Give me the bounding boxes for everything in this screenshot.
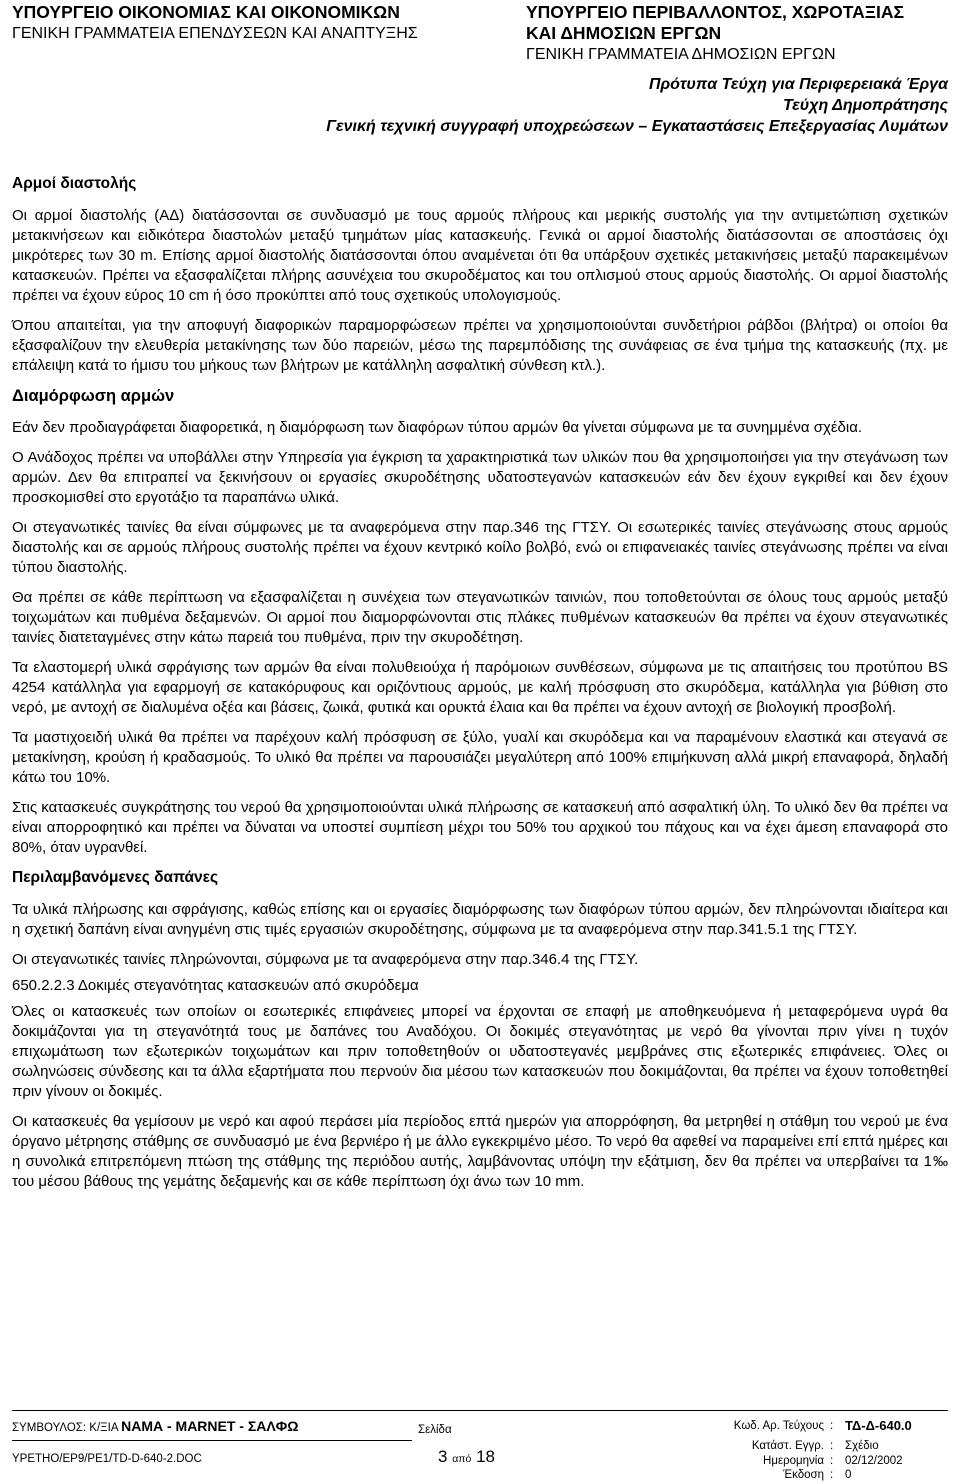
paragraph: Οι στεγανωτικές ταινίες θα είναι σύμφωνες με τα αναφερόμενα στην παρ.346 της ΓΤΣΥ. Οι εσωτερικές ταινίες στεγάνωσης στους αρμούς διαστολής και σε αρμούς πλήρους συστολής πρέπει να έχουν κεντρικό κοίλο βολβό, ενώ οι επιφανειακές ταινίες στεγάνωσης πρέπει να είναι τύπου διαστολής. <box>12 519 948 576</box>
page-label: Σελίδα <box>418 1424 452 1436</box>
page-current: 3 <box>438 1447 448 1466</box>
paragraph: Τα ελαστομερή υλικά σφράγισης των αρμών θα είναι πολυθειούχα ή παρόμοιων συνθέσεων, σύμφωνα με τις απαιτήσεις του προτύπου BS 4254 κατάλληλα για εφαρμογή σε κατακόρυφους και οριζόντιους αρμούς, με καλή πρόσφυση στο σκυρόδεμα, κατάλληλα για βύθιση στο νερό, με αντοχή σε διαλυμένα οξέα και βάσεις, ζωικά, φυτικά και ορυκτά έλαια και θα πρέπει να έχουν αντοχή σε βιολογική προσβολή. <box>12 659 948 716</box>
meta-key: Κατάστ. Εγγρ. <box>751 1440 824 1452</box>
ministry-environment-line2: ΚΑΙ ΔΗΜΟΣΙΩΝ ΕΡΓΩΝ <box>526 23 722 43</box>
meta-value: 02/12/2002 <box>845 1455 903 1467</box>
consultant-name: ΝΑΜΑ - MARNET - ΣΑΛΦΩ <box>121 1418 299 1434</box>
section-heading-expansion-joints: Αρμοί διαστολής <box>12 175 137 192</box>
meta-key: Ημερομηνία <box>763 1455 824 1467</box>
paragraph: Οι στεγανωτικές ταινίες πληρώνονται, σύμφωνα με τα αναφερόμενα στην παρ.346.4 της ΓΤΣΥ. <box>12 951 639 968</box>
header-right <box>526 2 956 65</box>
meta-sep: : <box>830 1455 834 1467</box>
document-body <box>12 174 948 1202</box>
meta-row <box>660 1468 960 1484</box>
ministry-environment-line1: ΥΠΟΥΡΓΕΙΟ ΠΕΡΙΒΑΛΛΟΝΤΟΣ, ΧΩΡΟΤΑΞΙΑΣ <box>526 2 905 22</box>
meta-row <box>660 1439 960 1455</box>
paragraph: Όλες οι κατασκευές των οποίων οι εσωτερικές επιφάνειες μπορεί να έρχονται σε επαφή με αποθηκευόμενα ή μεταφερόμενα υγρά θα δοκιμάζονται για τη στεγανότητά τους με δαπάνες του Αναδόχου. Οι δοκιμές στεγανότητας με νερό θα γίνονται πριν γίνει η τυχόν επιχωμάτωση των εξωτερικών τοιχωμάτων και πριν τοποθετηθούν οι υδατοστεγανές μεμβράνες στις εξωτερικές επιφάνειες. Όλες οι σωληνώσεις σύνδεσης και τα άλλα εξαρτήματα που περνούν δια μέσου των κατασκευών που δοκιμάζονται, θα πρέπει να έχουν τοποθετηθεί πριν γίνουν οι δοκιμές. <box>12 1003 948 1100</box>
meta-key: Έκδοση <box>783 1469 824 1481</box>
page-number <box>438 1447 495 1469</box>
section-heading-included-costs: Περιλαμβανόμενες δαπάνες <box>12 869 219 886</box>
footer-filename: ΥΡΕΤΗΟ/ΕΡ9/PE1/TD-D-640-2.DOC <box>12 1453 202 1465</box>
footer-rule-left <box>12 1440 412 1441</box>
document-track <box>326 74 948 137</box>
paragraph: Θα πρέπει σε κάθε περίπτωση να εξασφαλίζεται η συνέχεια των στεγανωτικών ταινιών, που τοποθετούνται σε όλους τους αρμούς μεταξύ τοιχωμάτων και πυθμένα δεξαμενών. Οι αρμοί που διαμορφώνονται στις πλάκες πυθμένων κατασκευών θα πρέπει να έχουν στεγανωτικές ταινίες διατεταγμένες στην κάτω παρειά του πυθμένα, πριν την σκυροδέτηση. <box>12 589 948 646</box>
page-total: 18 <box>476 1447 496 1466</box>
meta-sep: : <box>830 1469 834 1481</box>
meta-value: 0 <box>845 1469 852 1481</box>
track-line2: Τεύχη Δημοπράτησης <box>782 97 948 114</box>
secretariat-investments: ΓΕΝΙΚΗ ΓΡΑΜΜΑΤΕΙΑ ΕΠΕΝΔΥΣΕΩΝ ΚΑΙ ΑΝΑΠΤΥΞΗΣ <box>12 25 418 42</box>
page-of: από <box>452 1453 472 1465</box>
footer-rule <box>12 1410 948 1411</box>
consultant-label: ΣΥΜΒΟΥΛΟΣ: Κ/ΞΙΑ <box>12 1422 118 1434</box>
subsection-title: 650.2.2.3 Δοκιμές στεγανότητας κατασκευών από σκυρόδεμα <box>12 977 419 994</box>
meta-key: Κωδ. Αρ. Τεύχους <box>733 1420 824 1432</box>
meta-sep: : <box>830 1440 834 1452</box>
meta-row <box>660 1419 960 1435</box>
meta-sep: : <box>830 1420 834 1432</box>
paragraph: Τα υλικά πλήρωσης και σφράγισης, καθώς επίσης και οι εργασίες διαμόρφωσης των διαφόρων τύπου αρμών, δεν πληρώνονται ιδιαίτερα και η σχετική δαπάνη είναι ανηγμένη στις τιμές εργασιών σκυροδέτησης, σύμφωνα με τα αναφερόμενα στην παρ.341.5.1 της ΓΤΣΥ. <box>12 901 948 938</box>
paragraph: Στις κατασκευές συγκράτησης του νερού θα χρησιμοποιούνται υλικά πλήρωσης σε κατασκευή από ασφαλτική ύλη. Το υλικό δεν θα πρέπει να είναι απορροφητικό και πρέπει να δύναται να υποστεί συμπίεση μέχρι του 50% του αρχικού του πάχους και να έχει άμεση επαναφορά στο 80%, όταν υγρανθεί. <box>12 799 948 856</box>
header-left <box>12 2 482 44</box>
paragraph: Οι αρμοί διαστολής (ΑΔ) διατάσσονται σε συνδυασμό με τους αρμούς πλήρους και μερικής συστολής για την αντιμετώπιση σχετικών μετακινήσεων και ειδικότερα διαστολών μεταξύ τμημάτων μίας κατασκευής. Γενικά οι αρμοί διαστολής διατάσσονται σε αποστάσεις όχι μικρότερες των 30 m. Επίσης αρμοί διαστολής διατάσσονται όπου αναμένεται ότι θα υπάρξουν σχετικές μετακινήσεις μεταξύ παρακειμένων κατασκευών. Πρέπει να εξασφαλίζεται πλήρης ασυνέχεια του σκυροδέματος και του οπλισμού στους αρμούς διαστολής. Οι αρμοί διαστολής πρέπει να έχουν εύρος 10 cm ή όσο προκύπτει από τους σχετικούς υπολογισμούς. <box>12 207 948 304</box>
section-heading-joint-formation: Διαμόρφωση αρμών <box>12 387 175 405</box>
track-line3: Γενική τεχνική συγγραφή υποχρεώσεων – Εγκαταστάσεις Επεξεργασίας Λυμάτων <box>326 118 948 135</box>
paragraph: Ο Ανάδοχος πρέπει να υποβάλλει στην Υπηρεσία για έγκριση τα χαρακτηριστικά των υλικών που θα χρησιμοποιήσει για την στεγάνωση των αρμών. Δεν θα επιτραπεί να ξεκινήσουν οι εργασίες σκυροδέτησης υδατοστεγανών κατασκευών εάν δεν έχουν εγκριθεί και δεν έχουν προσκομισθεί στο εργοτάξιο τα παραπάνω υλικά. <box>12 449 948 506</box>
meta-value: ΤΔ-Δ-640.0 <box>845 1418 912 1433</box>
paragraph: Εάν δεν προδιαγράφεται διαφορετικά, η διαμόρφωση των διαφόρων τύπου αρμών θα γίνεται σύμφωνα με τα συνημμένα σχέδια. <box>12 419 863 436</box>
paragraph: Οι κατασκευές θα γεμίσουν με νερό και αφού περάσει μία περίοδος επτά ημερών για απορρόφηση, θα μετρηθεί η στάθμη του νερού με ένα όργανο μέτρησης στάθμης σε συνδυασμό με ένα βερνιέρο ή με άλλο εγκεκριμένο μέσο. Το νερό θα αφεθεί να παραμείνει επί επτά ημέρες και η συνολικά επιτρεπόμενη πτώση της στάθμης της περιόδου αυτής, λαμβάνοντας υπόψη την εξάτμιση, δεν θα πρέπει να υπερβαίνει τα 1‰ του μέσου βάθους της γεμάτης δεξαμενής και σε κάθε περίπτωση όχι άνω των 10 mm. <box>12 1113 948 1190</box>
paragraph: Όπου απαιτείται, για την αποφυγή διαφορικών παραμορφώσεων πρέπει να χρησιμοποιούνται συνδετήριοι ράβδοι (βλήτρα) οι οποίοι θα εξασφαλίζουν την ελευθερία μετακίνησης των δύο παρειών, μέσω της παρεμπόδισης της συνάφειας σε ένα τμήμα της κατασκευής (πχ. με επάλειψη κατά το ήμισυ του μήκους των βλήτρων με κατάλληλη ασφαλτική σύνθεση κτλ.). <box>12 317 948 374</box>
secretariat-public-works: ΓΕΝΙΚΗ ΓΡΑΜΜΑΤΕΙΑ ΔΗΜΟΣΙΩΝ ΕΡΓΩΝ <box>526 46 836 63</box>
footer-consultant <box>12 1419 298 1435</box>
paragraph: Τα μαστιχοειδή υλικά θα πρέπει να παρέχουν καλή πρόσφυση σε ξύλο, γυαλί και σκυρόδεμα και να παραμένουν ελαστικά και στεγανά σε μετακίνηση, κρούση ή κραδασμούς. Το υλικό θα πρέπει να παρουσιάζει μεγαλύτερη από 100% επιμήκυνση αλλά μικρή επαναφορά, δηλαδή κάτω του 10%. <box>12 729 948 786</box>
track-line1: Πρότυπα Τεύχη για Περιφερειακά Έργα <box>648 76 948 93</box>
ministry-finance: ΥΠΟΥΡΓΕΙΟ ΟΙΚΟΝΟΜΙΑΣ ΚΑΙ ΟΙΚΟΝΟΜΙΚΩΝ <box>12 2 400 22</box>
meta-value: Σχέδιο <box>845 1440 879 1452</box>
